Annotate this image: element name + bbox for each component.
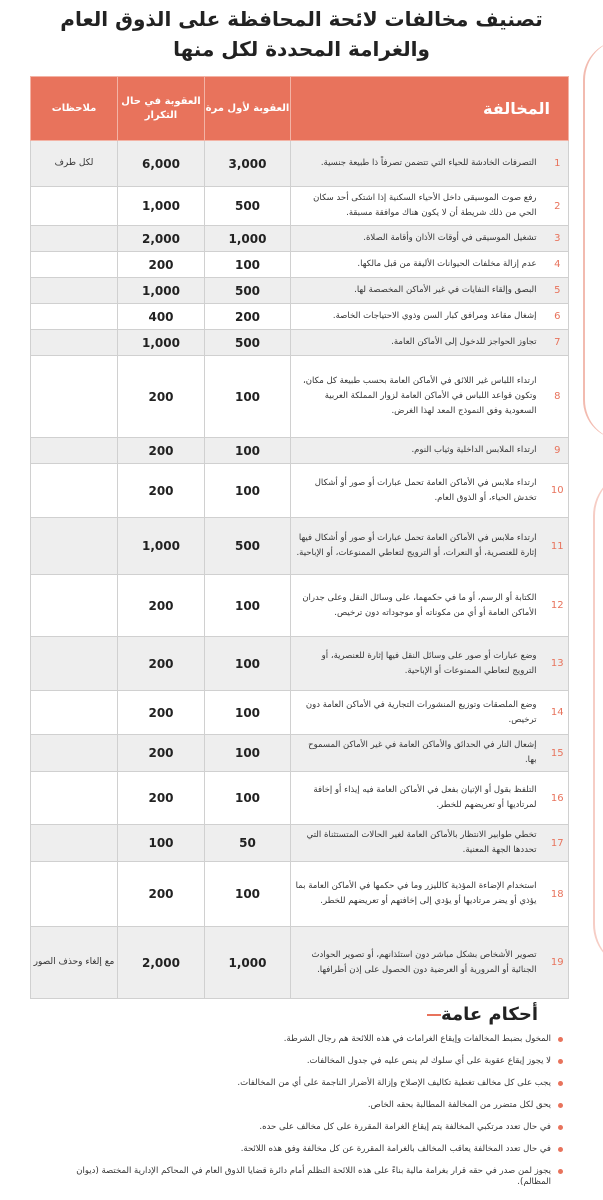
table-row <box>31 691 569 735</box>
header-repeat-penalty: العقوبة في حال التكرار <box>118 77 205 141</box>
table-row <box>31 518 569 575</box>
first-penalty: 100 <box>205 735 291 772</box>
violation-description: تجاوز الحواجز للدخول إلى الأماكن العامة. <box>291 330 547 356</box>
row-number: 9 <box>547 438 569 464</box>
general-rules-list <box>43 1034 563 1199</box>
row-number: 13 <box>547 637 569 691</box>
row-number: 3 <box>547 226 569 252</box>
first-penalty: 500 <box>205 278 291 304</box>
title-line-1: تصنيف مخالفات لائحة المحافظة على الذوق العام <box>60 7 543 31</box>
row-number: 16 <box>547 772 569 825</box>
rule-text: في حال تعدد المخالفة يعاقب المخالف بالغرامة المقررة عن كل مخالفة وفق هذه اللائحة. <box>240 1144 551 1154</box>
row-note <box>31 330 118 356</box>
repeat-penalty: 200 <box>118 691 205 735</box>
rule-item <box>43 1144 563 1155</box>
row-number: 6 <box>547 304 569 330</box>
title-line-2: والغرامة المحددة لكل منها <box>173 37 430 61</box>
row-note <box>31 187 118 226</box>
row-note <box>31 825 118 862</box>
violation-description: تصوير الأشخاص بشكل مباشر دون استئذانهم، أو تصوير الحوادث الجنائية أو المرورية أو العرضية دون الحصول على إذن أطرافها. <box>291 927 547 999</box>
first-penalty: 100 <box>205 575 291 637</box>
row-note <box>31 226 118 252</box>
table-row <box>31 304 569 330</box>
violation-description: تشغيل الموسيقى في أوقات الأذان وأقامة الصلاة. <box>291 226 547 252</box>
repeat-penalty: 1,000 <box>118 278 205 304</box>
violation-description: إشعال النار في الحدائق والأماكن العامة في غير الأماكن المسموح بها. <box>291 735 547 772</box>
row-number: 15 <box>547 735 569 772</box>
row-note <box>31 278 118 304</box>
repeat-penalty: 200 <box>118 772 205 825</box>
violation-description: استخدام الإضاءة المؤذية كالليزر وما في حكمها في الأماكن العامة بما يؤذي أو يضر مرتاديها أو يؤدي إلى إخافتهم أو تعريضهم للخطر. <box>291 862 547 927</box>
header-violation: المخالفة <box>291 77 569 141</box>
row-number: 14 <box>547 691 569 735</box>
row-number: 8 <box>547 356 569 438</box>
repeat-penalty: 200 <box>118 356 205 438</box>
row-number: 18 <box>547 862 569 927</box>
first-penalty: 100 <box>205 356 291 438</box>
rule-text: يحق لكل متضرر من المخالفة المطالبة بحقه الخاص. <box>367 1100 551 1110</box>
rule-text: يجوز لمن صدر في حقه قرار بغرامة مالية بناءً على هذه اللائحة التظلم أمام دائرة قضايا الذوق العام في المحاكم الإدارية المختصة (ديوان المظالم). <box>76 1166 551 1187</box>
row-number: 2 <box>547 187 569 226</box>
violation-description: ارتداء الملابس الداخلية وثياب النوم. <box>291 438 547 464</box>
rule-item <box>43 1056 563 1067</box>
table-row <box>31 575 569 637</box>
table-row <box>31 226 569 252</box>
row-note <box>31 464 118 518</box>
first-penalty: 200 <box>205 304 291 330</box>
table-row <box>31 637 569 691</box>
first-penalty: 500 <box>205 187 291 226</box>
title-accent-bar <box>427 1014 441 1016</box>
row-number: 17 <box>547 825 569 862</box>
violation-description: وضع عبارات أو صور على وسائل النقل فيها إثارة للعنصرية، أو الترويج لتعاطي الممنوعات أو الإباحية. <box>291 637 547 691</box>
table-row <box>31 772 569 825</box>
first-penalty: 100 <box>205 438 291 464</box>
row-note <box>31 735 118 772</box>
rule-item <box>43 1078 563 1089</box>
table-row <box>31 141 569 187</box>
violation-description: التلفظ بقول أو الإتيان بفعل في الأماكن العامة فيه إيذاء أو إخافة لمرتاديها أو تعريضهم للخطر. <box>291 772 547 825</box>
table-row <box>31 278 569 304</box>
violation-description: رفع صوت الموسيقى داخل الأحياء السكنية إذا اشتكى أحد سكان الحي من ذلك شريطة أن لا يكون هناك موافقة مسبقة. <box>291 187 547 226</box>
repeat-penalty: 400 <box>118 304 205 330</box>
violations-table <box>30 76 568 999</box>
rule-item <box>43 1166 563 1188</box>
table-row <box>31 862 569 927</box>
repeat-penalty: 2,000 <box>118 226 205 252</box>
table-row <box>31 330 569 356</box>
first-penalty: 100 <box>205 691 291 735</box>
row-note <box>31 691 118 735</box>
rule-text: المخول بضبط المخالفات وإيقاع الغرامات في هذه اللائحة هم رجال الشرطة. <box>283 1034 551 1044</box>
violation-description: تخطي طوابير الانتظار بالأماكن العامة لغير الحالات المتستثناة التي تحددها الجهة المعنية. <box>291 825 547 862</box>
repeat-penalty: 6,000 <box>118 141 205 187</box>
repeat-penalty: 200 <box>118 637 205 691</box>
row-number: 19 <box>547 927 569 999</box>
first-penalty: 100 <box>205 637 291 691</box>
decorative-curve <box>593 470 603 970</box>
first-penalty: 1,000 <box>205 226 291 252</box>
row-number: 10 <box>547 464 569 518</box>
violation-description: عدم إزالة مخلفات الحيوانات الأليفة من قبل مالكها. <box>291 252 547 278</box>
table-row <box>31 438 569 464</box>
bullet-icon <box>558 1147 563 1152</box>
repeat-penalty: 200 <box>118 575 205 637</box>
decorative-curve <box>583 40 603 440</box>
bullet-icon <box>558 1037 563 1042</box>
bullet-icon <box>558 1081 563 1086</box>
repeat-penalty: 200 <box>118 252 205 278</box>
row-note <box>31 252 118 278</box>
row-note <box>31 356 118 438</box>
row-number: 12 <box>547 575 569 637</box>
table-header-row <box>31 77 569 141</box>
row-note <box>31 518 118 575</box>
violation-description: ارتداء اللباس غير اللائق في الأماكن العامة بحسب طبيعة كل مكان، وتكون قواعد اللباس في الأماكن العامة لزوار المملكة العربية السعودية وفق النموذج المعد لهذا الغرض. <box>291 356 547 438</box>
row-note: لكل طرف <box>31 141 118 187</box>
table-row <box>31 464 569 518</box>
bullet-icon <box>558 1059 563 1064</box>
general-rules-title-text: أحكام عامة <box>441 1004 538 1025</box>
first-penalty: 50 <box>205 825 291 862</box>
table-row <box>31 356 569 438</box>
row-number: 1 <box>547 141 569 187</box>
rule-item <box>43 1122 563 1133</box>
repeat-penalty: 200 <box>118 438 205 464</box>
violation-description: ارتداء ملابس في الأماكن العامة تحمل عبارات أو صور أو أشكال تخدش الحياء، أو الذوق العام. <box>291 464 547 518</box>
table-row <box>31 825 569 862</box>
violation-description: وضع الملصقات وتوزيع المنشورات التجارية في الأماكن العامة دون ترخيص. <box>291 691 547 735</box>
violation-description: البصق وإلقاء النفايات في غير الأماكن المخصصة لها. <box>291 278 547 304</box>
violation-description: التصرفات الخادشة للحياء التي تتضمن تصرفاً ذا طبيعة جنسية. <box>291 141 547 187</box>
rule-item <box>43 1100 563 1111</box>
bullet-icon <box>558 1103 563 1108</box>
header-first-penalty: العقوبة لأول مرة <box>205 77 291 141</box>
bullet-icon <box>558 1169 563 1174</box>
row-number: 7 <box>547 330 569 356</box>
repeat-penalty: 1,000 <box>118 518 205 575</box>
table-row <box>31 187 569 226</box>
first-penalty: 100 <box>205 772 291 825</box>
row-note <box>31 862 118 927</box>
repeat-penalty: 1,000 <box>118 187 205 226</box>
violation-description: ارتداء ملابس في الأماكن العامة تحمل عبارات أو صور أو أشكال فيها إثارة للعنصرية، أو النعرات، أو الترويج لتعاطي الممنوعات، أو الإباحية. <box>291 518 547 575</box>
table-row <box>31 252 569 278</box>
row-number: 11 <box>547 518 569 575</box>
row-note <box>31 637 118 691</box>
repeat-penalty: 2,000 <box>118 927 205 999</box>
repeat-penalty: 200 <box>118 735 205 772</box>
table-row <box>31 927 569 999</box>
repeat-penalty: 200 <box>118 464 205 518</box>
row-note <box>31 304 118 330</box>
repeat-penalty: 200 <box>118 862 205 927</box>
repeat-penalty: 1,000 <box>118 330 205 356</box>
row-note: مع إلغاء وحذف الصور <box>31 927 118 999</box>
rule-text: لا يجوز إيقاع عقوبة على أي سلوك لم ينص عليه في جدول المخالفات. <box>306 1056 551 1066</box>
header-notes: ملاحظات <box>31 77 118 141</box>
row-note <box>31 772 118 825</box>
first-penalty: 1,000 <box>205 927 291 999</box>
row-note <box>31 575 118 637</box>
general-rules-title <box>423 1004 538 1025</box>
row-note <box>31 438 118 464</box>
rule-text: في حال تعدد مرتكبي المخالفة يتم إيقاع الغرامة المقررة على كل مخالف على حده. <box>259 1122 551 1132</box>
rule-text: يجب على كل مخالف تغطية تكاليف الإصلاح وإزالة الأضرار الناجمة على أي من المخالفات. <box>237 1078 551 1088</box>
bullet-icon <box>558 1125 563 1130</box>
first-penalty: 100 <box>205 862 291 927</box>
first-penalty: 500 <box>205 330 291 356</box>
page-title <box>0 4 603 64</box>
first-penalty: 500 <box>205 518 291 575</box>
first-penalty: 100 <box>205 464 291 518</box>
rule-item <box>43 1034 563 1045</box>
row-number: 5 <box>547 278 569 304</box>
row-number: 4 <box>547 252 569 278</box>
first-penalty: 100 <box>205 252 291 278</box>
first-penalty: 3,000 <box>205 141 291 187</box>
repeat-penalty: 100 <box>118 825 205 862</box>
table-row <box>31 735 569 772</box>
violation-description: إشغال مقاعد ومرافق كبار السن وذوي الاحتياجات الخاصة. <box>291 304 547 330</box>
violation-description: الكتابة أو الرسم، أو ما في حكمهما، على وسائل النقل وعلى جدران الأماكن العامة أو أي من مكوناته أو موجوداته دون ترخيص. <box>291 575 547 637</box>
